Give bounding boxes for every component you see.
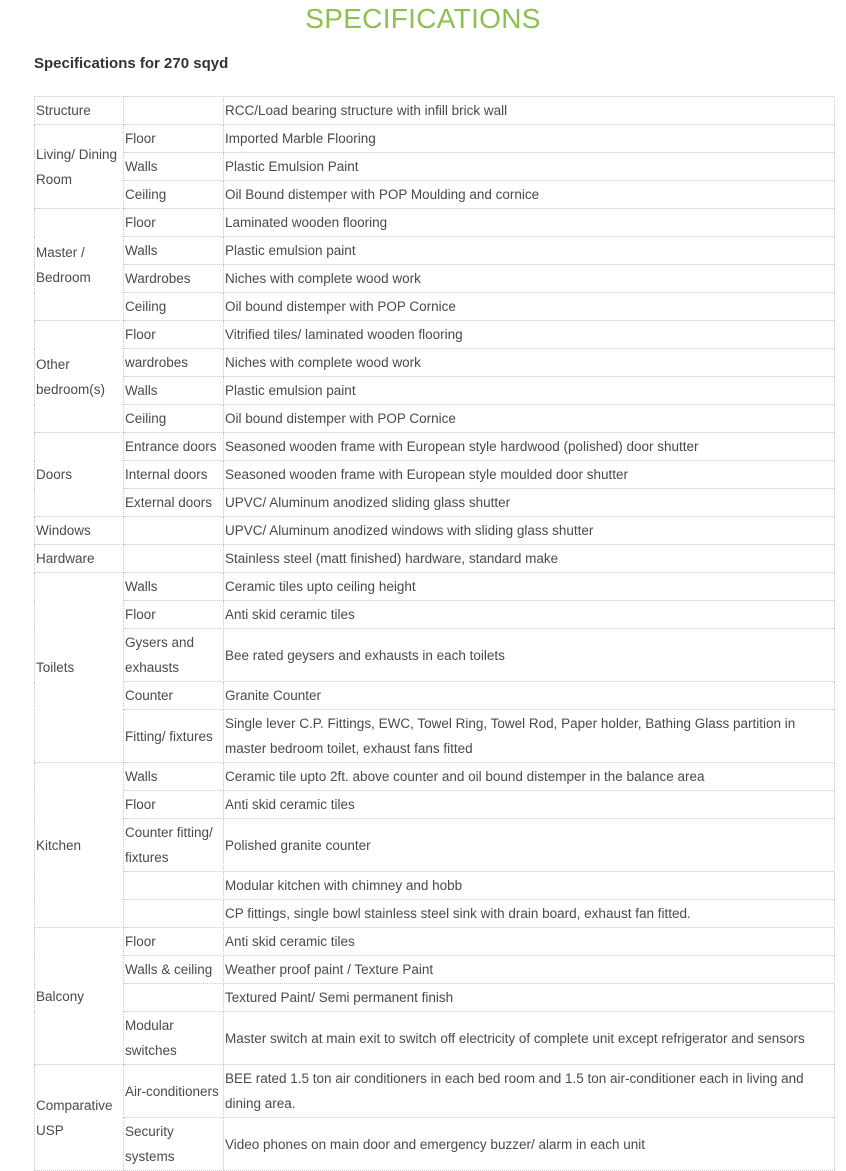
table-row	[35, 237, 835, 265]
item-cell: Walls	[124, 377, 224, 405]
item-cell: Floor	[124, 928, 224, 956]
item-cell: Floor	[124, 209, 224, 237]
section-name-cell: Balcony	[35, 928, 124, 1065]
item-cell: Walls & ceiling	[124, 956, 224, 984]
item-cell	[124, 984, 224, 1012]
specifications-table-body	[35, 97, 835, 1171]
spec-cell: RCC/Load bearing structure with infill brick wall	[224, 97, 835, 125]
item-cell: wardrobes	[124, 349, 224, 377]
item-cell: Counter	[124, 682, 224, 710]
spec-cell: Ceramic tile upto 2ft. above counter and oil bound distemper in the balance area	[224, 763, 835, 791]
item-cell: Walls	[124, 237, 224, 265]
table-row	[35, 209, 835, 237]
table-row	[35, 293, 835, 321]
specifications-table	[34, 96, 835, 1171]
section-name-cell: Living/ Dining Room	[35, 125, 124, 209]
item-cell: Security systems	[124, 1118, 224, 1171]
spec-cell: Oil Bound distemper with POP Moulding and cornice	[224, 181, 835, 209]
spec-cell: Niches with complete wood work	[224, 349, 835, 377]
table-row	[35, 349, 835, 377]
item-cell: Floor	[124, 791, 224, 819]
spec-cell: Seasoned wooden frame with European style hardwood (polished) door shutter	[224, 433, 835, 461]
table-row	[35, 819, 835, 872]
spec-cell: Vitrified tiles/ laminated wooden flooring	[224, 321, 835, 349]
table-row	[35, 181, 835, 209]
item-cell	[124, 517, 224, 545]
spec-cell: Bee rated geysers and exhausts in each toilets	[224, 629, 835, 682]
table-row	[35, 125, 835, 153]
spec-cell: Ceramic tiles upto ceiling height	[224, 573, 835, 601]
item-cell	[124, 900, 224, 928]
item-cell	[124, 97, 224, 125]
page-subtitle: Specifications for 270 sqyd	[34, 55, 229, 72]
item-cell: Walls	[124, 153, 224, 181]
item-cell: Ceiling	[124, 181, 224, 209]
item-cell: Ceiling	[124, 293, 224, 321]
section-name-cell: Toilets	[35, 573, 124, 763]
item-cell: Ceiling	[124, 405, 224, 433]
table-row	[35, 1118, 835, 1171]
table-row	[35, 461, 835, 489]
item-cell: Wardrobes	[124, 265, 224, 293]
spec-cell: Textured Paint/ Semi permanent finish	[224, 984, 835, 1012]
table-row	[35, 956, 835, 984]
section-name-cell: Doors	[35, 433, 124, 517]
item-cell: External doors	[124, 489, 224, 517]
table-row	[35, 682, 835, 710]
item-cell: Floor	[124, 125, 224, 153]
section-name-cell: Comparative USP	[35, 1065, 124, 1171]
table-row	[35, 629, 835, 682]
table-row	[35, 1065, 835, 1118]
item-cell: Counter fitting/ fixtures	[124, 819, 224, 872]
item-cell: Modular switches	[124, 1012, 224, 1065]
spec-cell: Anti skid ceramic tiles	[224, 601, 835, 629]
table-row	[35, 928, 835, 956]
table-row	[35, 573, 835, 601]
spec-cell: Plastic Emulsion Paint	[224, 153, 835, 181]
section-name-cell: Structure	[35, 97, 124, 125]
spec-cell: Master switch at main exit to switch off electricity of complete unit except refrigerator and sensors	[224, 1012, 835, 1065]
spec-cell: Oil bound distemper with POP Cornice	[224, 293, 835, 321]
spec-cell: UPVC/ Aluminum anodized windows with sliding glass shutter	[224, 517, 835, 545]
section-name-cell: Master / Bedroom	[35, 209, 124, 321]
item-cell	[124, 545, 224, 573]
item-cell: Walls	[124, 573, 224, 601]
spec-cell: Niches with complete wood work	[224, 265, 835, 293]
spec-cell: Modular kitchen with chimney and hobb	[224, 872, 835, 900]
table-row	[35, 433, 835, 461]
table-row	[35, 405, 835, 433]
table-row	[35, 545, 835, 573]
spec-cell: UPVC/ Aluminum anodized sliding glass shutter	[224, 489, 835, 517]
section-name-cell: Windows	[35, 517, 124, 545]
spec-cell: BEE rated 1.5 ton air conditioners in each bed room and 1.5 ton air-conditioner each in living and dining area.	[224, 1065, 835, 1118]
spec-cell: Granite Counter	[224, 682, 835, 710]
spec-cell: Single lever C.P. Fittings, EWC, Towel Ring, Towel Rod, Paper holder, Bathing Glass partition in master bedroom toilet, exhaust fans fitted	[224, 710, 835, 763]
spec-cell: Plastic emulsion paint	[224, 237, 835, 265]
table-row	[35, 900, 835, 928]
table-row	[35, 984, 835, 1012]
table-row	[35, 489, 835, 517]
item-cell: Internal doors	[124, 461, 224, 489]
table-row	[35, 763, 835, 791]
spec-cell: Oil bound distemper with POP Cornice	[224, 405, 835, 433]
table-row	[35, 517, 835, 545]
table-row	[35, 1012, 835, 1065]
item-cell: Gysers and exhausts	[124, 629, 224, 682]
spec-cell: Stainless steel (matt finished) hardware, standard make	[224, 545, 835, 573]
item-cell: Air-conditioners	[124, 1065, 224, 1118]
spec-cell: Anti skid ceramic tiles	[224, 791, 835, 819]
table-row	[35, 791, 835, 819]
spec-cell: Seasoned wooden frame with European style moulded door shutter	[224, 461, 835, 489]
spec-cell: Laminated wooden flooring	[224, 209, 835, 237]
table-row	[35, 153, 835, 181]
table-row	[35, 321, 835, 349]
section-name-cell: Hardware	[35, 545, 124, 573]
spec-cell: Video phones on main door and emergency buzzer/ alarm in each unit	[224, 1118, 835, 1171]
item-cell: Floor	[124, 321, 224, 349]
spec-cell: CP fittings, single bowl stainless steel sink with drain board, exhaust fan fitted.	[224, 900, 835, 928]
section-name-cell: Kitchen	[35, 763, 124, 928]
spec-cell: Weather proof paint / Texture Paint	[224, 956, 835, 984]
table-row	[35, 710, 835, 763]
item-cell: Entrance doors	[124, 433, 224, 461]
spec-cell: Anti skid ceramic tiles	[224, 928, 835, 956]
table-row	[35, 377, 835, 405]
item-cell: Floor	[124, 601, 224, 629]
item-cell: Walls	[124, 763, 224, 791]
table-row	[35, 872, 835, 900]
spec-cell: Polished granite counter	[224, 819, 835, 872]
table-row	[35, 265, 835, 293]
item-cell: Fitting/ fixtures	[124, 710, 224, 763]
table-row	[35, 601, 835, 629]
table-row	[35, 97, 835, 125]
spec-cell: Imported Marble Flooring	[224, 125, 835, 153]
spec-cell: Plastic emulsion paint	[224, 377, 835, 405]
section-name-cell: Other bedroom(s)	[35, 321, 124, 433]
item-cell	[124, 872, 224, 900]
page-title: SPECIFICATIONS	[305, 3, 541, 34]
